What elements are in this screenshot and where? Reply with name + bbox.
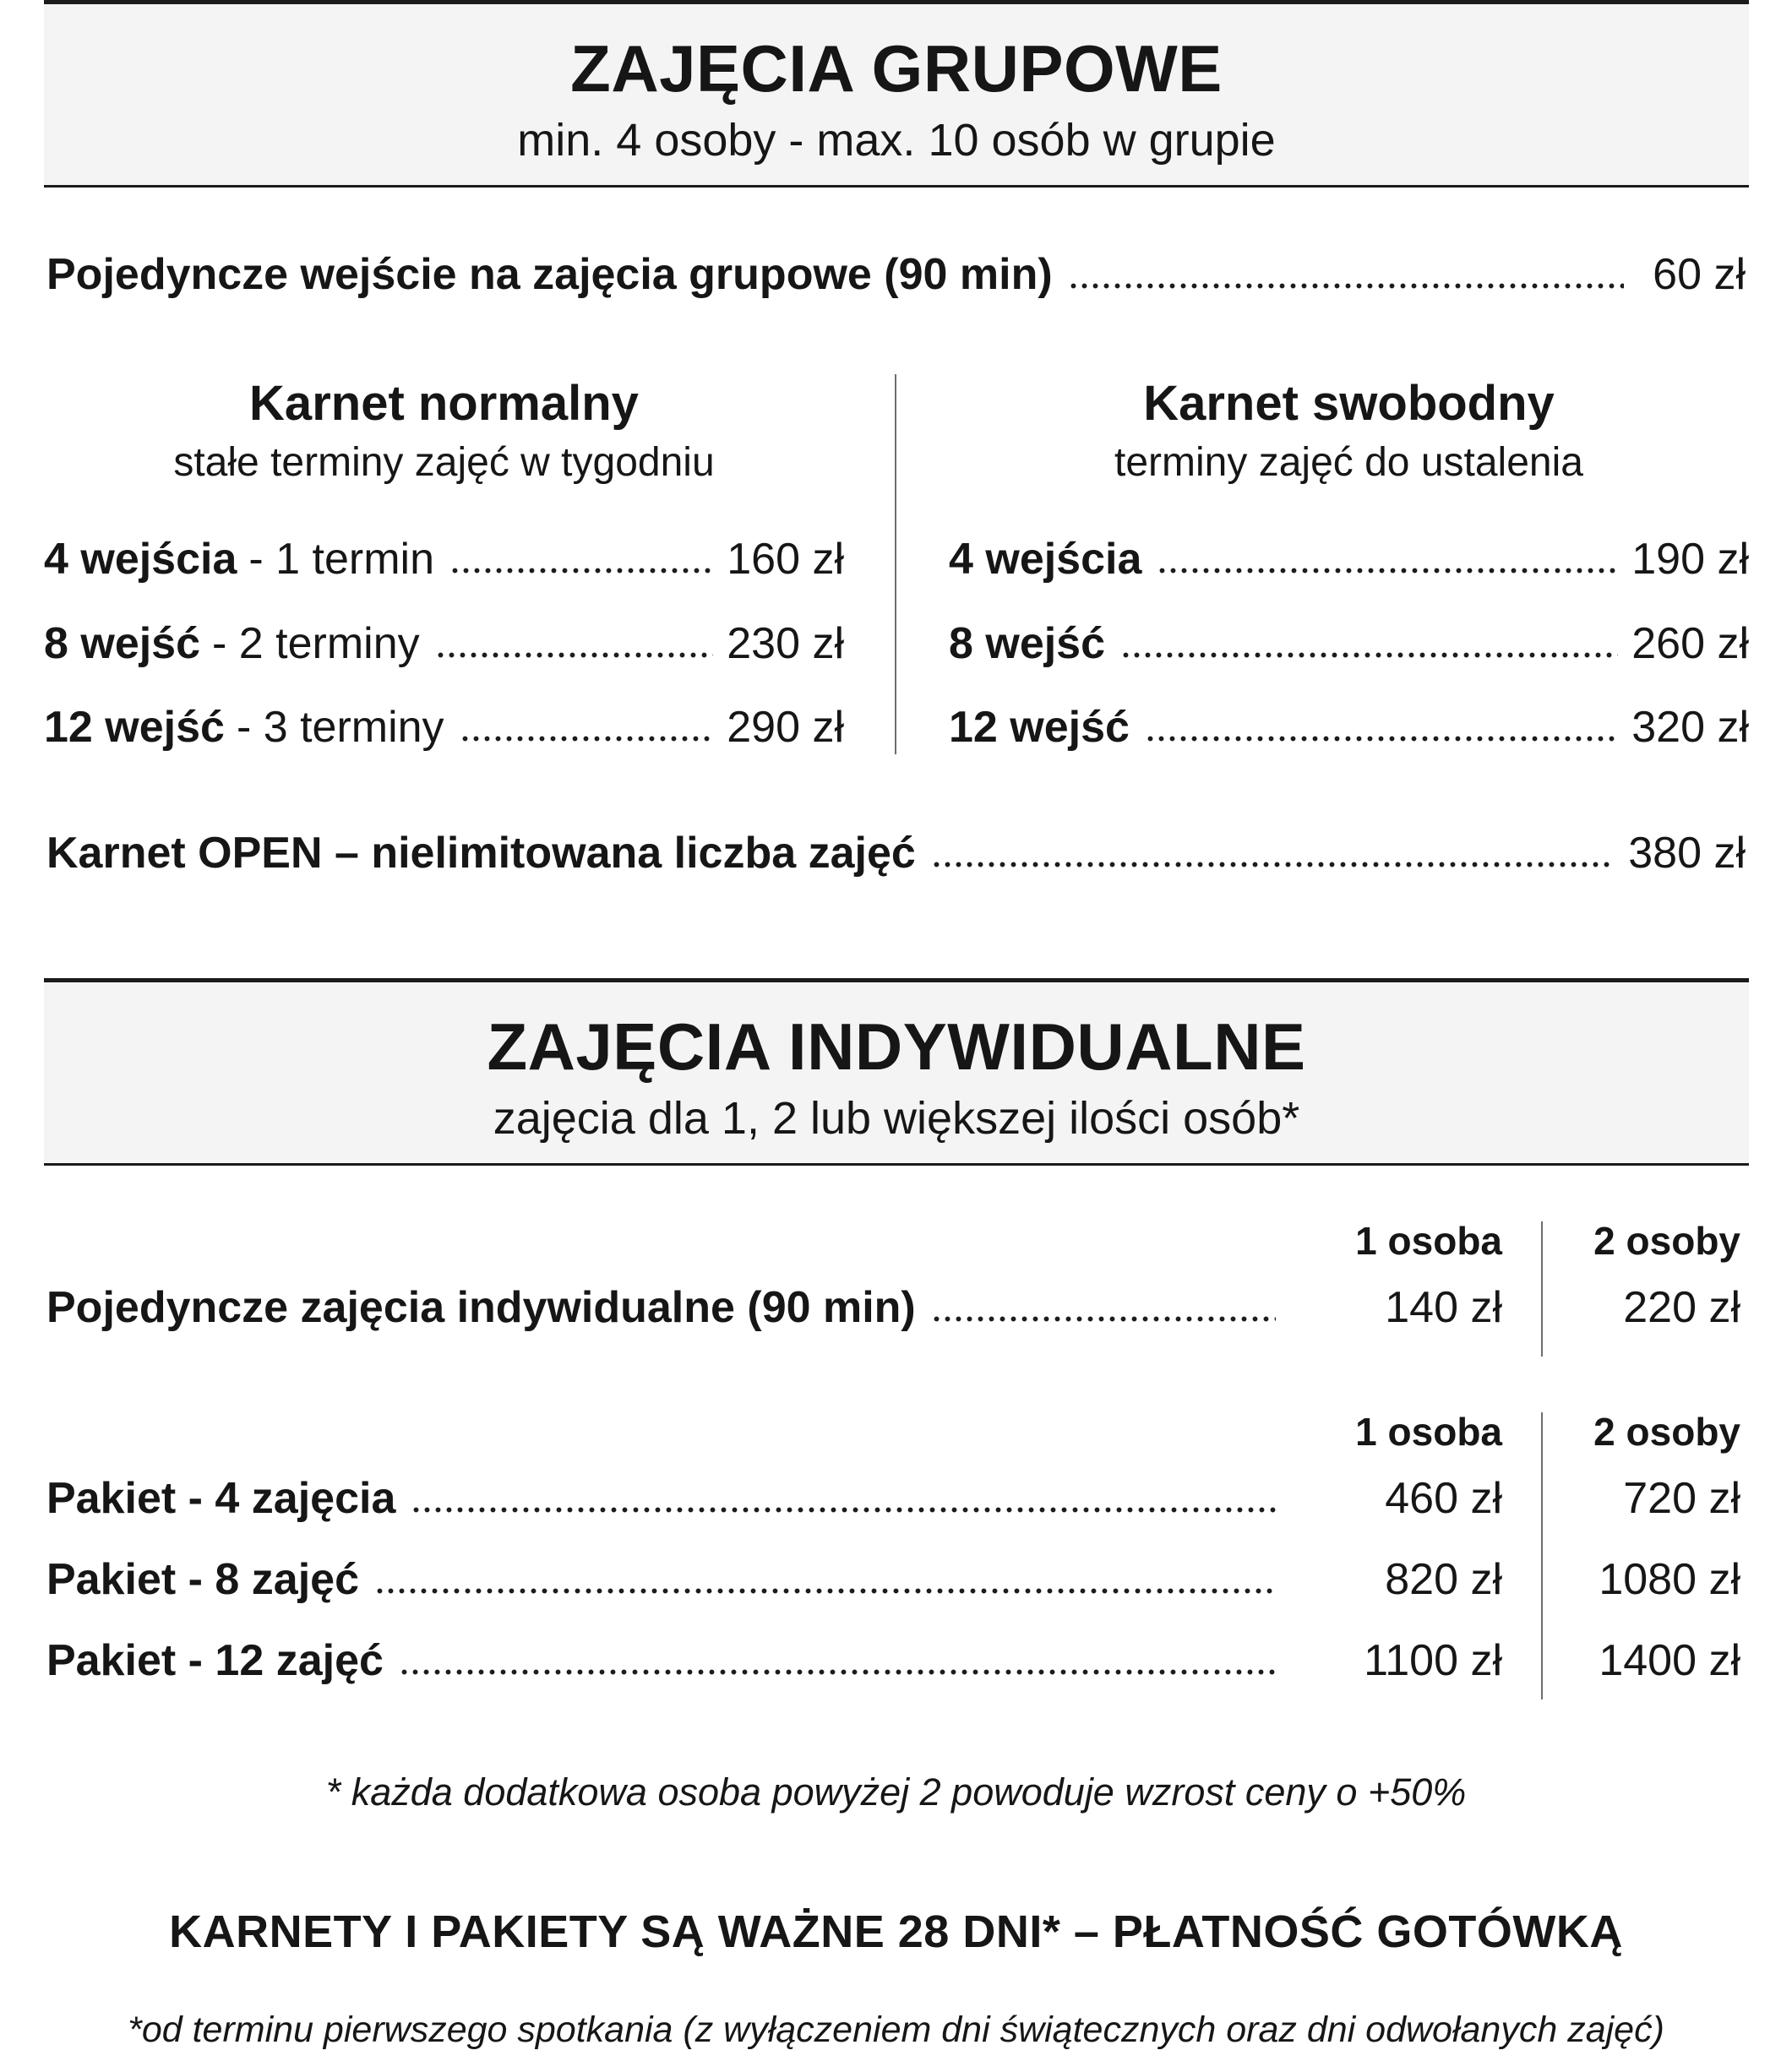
row-price: 190 zł [1631, 534, 1749, 584]
dotted-leader [399, 1669, 1276, 1675]
dotted-leader [931, 1316, 1276, 1322]
individual-single-table [46, 1218, 1746, 1360]
karnet-open-label: Karnet OPEN – nielimitowana liczba zajęć [46, 829, 916, 878]
single-group-entry-row [46, 245, 1746, 306]
dotted-leader [1157, 568, 1618, 574]
price-1-osoba: 1100 zł [1364, 1636, 1502, 1685]
dotted-leader [1120, 652, 1618, 658]
single-group-entry-price: 60 zł [1653, 250, 1746, 299]
karnet-swobodny-row-1 [949, 614, 1749, 675]
row-label-cell [46, 1282, 1289, 1333]
karnet-swobodny-subtitle: terminy zajęć do ustalenia [1114, 439, 1583, 485]
karnet-open-price: 380 zł [1628, 829, 1746, 878]
column-header-2-osoby: 2 osoby [1593, 1410, 1740, 1454]
table-divider-line [1541, 1412, 1543, 1699]
single-group-entry-label: Pojedyncze wejście na zajęcia grupowe (90 min) [46, 250, 1053, 299]
price-2-osoby: 1080 zł [1599, 1555, 1740, 1604]
karnet-swobodny-row-2 [949, 698, 1749, 759]
karnet-normalny-row-2 [44, 698, 844, 759]
row-label-cell [46, 1473, 1289, 1524]
dotted-leader [449, 568, 713, 574]
karnet-open-row [46, 824, 1746, 884]
row-price: 160 zł [727, 534, 844, 584]
price-2-osoby: 720 zł [1623, 1474, 1740, 1523]
package-row-1 [46, 1554, 1746, 1635]
row-price: 290 zł [727, 703, 844, 753]
row-label: 4 wejścia [949, 534, 1142, 584]
row-label: 8 wejść [949, 618, 1106, 668]
extra-person-footnote: * każda dodatkowa osoba powyżej 2 powoduje wzrost ceny o +50% [325, 1770, 1467, 1814]
package-row-2 [46, 1635, 1746, 1716]
dotted-leader [1068, 283, 1625, 289]
dotted-leader [931, 862, 1615, 867]
price-1-osoba: 460 zł [1385, 1474, 1502, 1523]
row-suffix: - 3 terminy [236, 703, 444, 753]
row-label: Pojedyncze zajęcia indywidualne (90 min) [46, 1283, 916, 1332]
row-label: 4 wejścia [44, 534, 237, 584]
price-1-osoba: 140 zł [1385, 1283, 1502, 1332]
row-price: 320 zł [1631, 703, 1749, 753]
row-price: 230 zł [727, 618, 844, 668]
validity-footnote: *od terminu pierwszego spotkania (z wyłączeniem dni świątecznych oraz dni odwołanych zajęć) [128, 2009, 1664, 2050]
price-1-osoba: 820 zł [1385, 1555, 1502, 1604]
karnet-normalny-row-0 [44, 530, 844, 590]
individual-section-header [44, 978, 1749, 1166]
karnet-normalny-row-1 [44, 614, 844, 675]
row-suffix: - 1 termin [248, 534, 434, 584]
individual-section-subtitle: zajęcia dla 1, 2 lub większej ilości osób* [493, 1092, 1300, 1144]
price-2-osoby: 220 zł [1623, 1283, 1740, 1332]
dotted-leader [374, 1588, 1276, 1594]
dotted-leader [435, 652, 714, 658]
karnet-normalny-column [44, 374, 895, 754]
group-section-header [44, 0, 1749, 188]
dotted-leader [1145, 736, 1618, 742]
table-header-row [46, 1218, 1746, 1282]
column-header-1-osoba: 1 osoba [1355, 1410, 1502, 1454]
group-section-subtitle: min. 4 osoby - max. 10 osób w grupie [517, 114, 1276, 166]
row-label: 12 wejść [949, 703, 1130, 753]
row-label: Pakiet - 12 zajęć [46, 1636, 384, 1685]
dotted-leader [411, 1507, 1276, 1513]
row-suffix: - 2 terminy [212, 618, 420, 668]
table-divider-line [1541, 1221, 1543, 1357]
table-header-row [46, 1409, 1746, 1473]
group-section-title: ZAJĘCIA GRUPOWE [570, 31, 1223, 106]
karnet-swobodny-column [896, 374, 1749, 754]
column-header-1-osoba: 1 osoba [1355, 1219, 1502, 1263]
dotted-leader [460, 736, 714, 742]
karnet-normalny-subtitle: stałe terminy zajęć w tygodniu [173, 439, 715, 485]
row-label-cell [46, 1635, 1289, 1686]
column-header-2-osoby: 2 osoby [1593, 1219, 1740, 1263]
price-2-osoby: 1400 zł [1599, 1636, 1740, 1685]
karnet-swobodny-title: Karnet swobodny [1143, 376, 1555, 431]
row-label-cell [46, 1554, 1289, 1605]
individual-single-row [46, 1282, 1746, 1363]
karnet-normalny-title: Karnet normalny [249, 376, 639, 431]
karnet-columns [44, 374, 1749, 754]
package-row-0 [46, 1473, 1746, 1554]
karnet-swobodny-row-0 [949, 530, 1749, 590]
row-label: Pakiet - 8 zajęć [46, 1555, 359, 1604]
row-price: 260 zł [1631, 618, 1749, 668]
validity-payment-line: KARNETY I PAKIETY SĄ WAŻNE 28 DNI* – PŁATNOŚĆ GOTÓWKĄ [169, 1906, 1623, 1957]
individual-section-title: ZAJĘCIA INDYWIDUALNE [487, 1009, 1306, 1084]
row-label: 12 wejść [44, 703, 225, 753]
row-label: Pakiet - 4 zajęcia [46, 1474, 396, 1523]
individual-packages-table [46, 1409, 1746, 1703]
row-label: 8 wejść [44, 618, 201, 668]
